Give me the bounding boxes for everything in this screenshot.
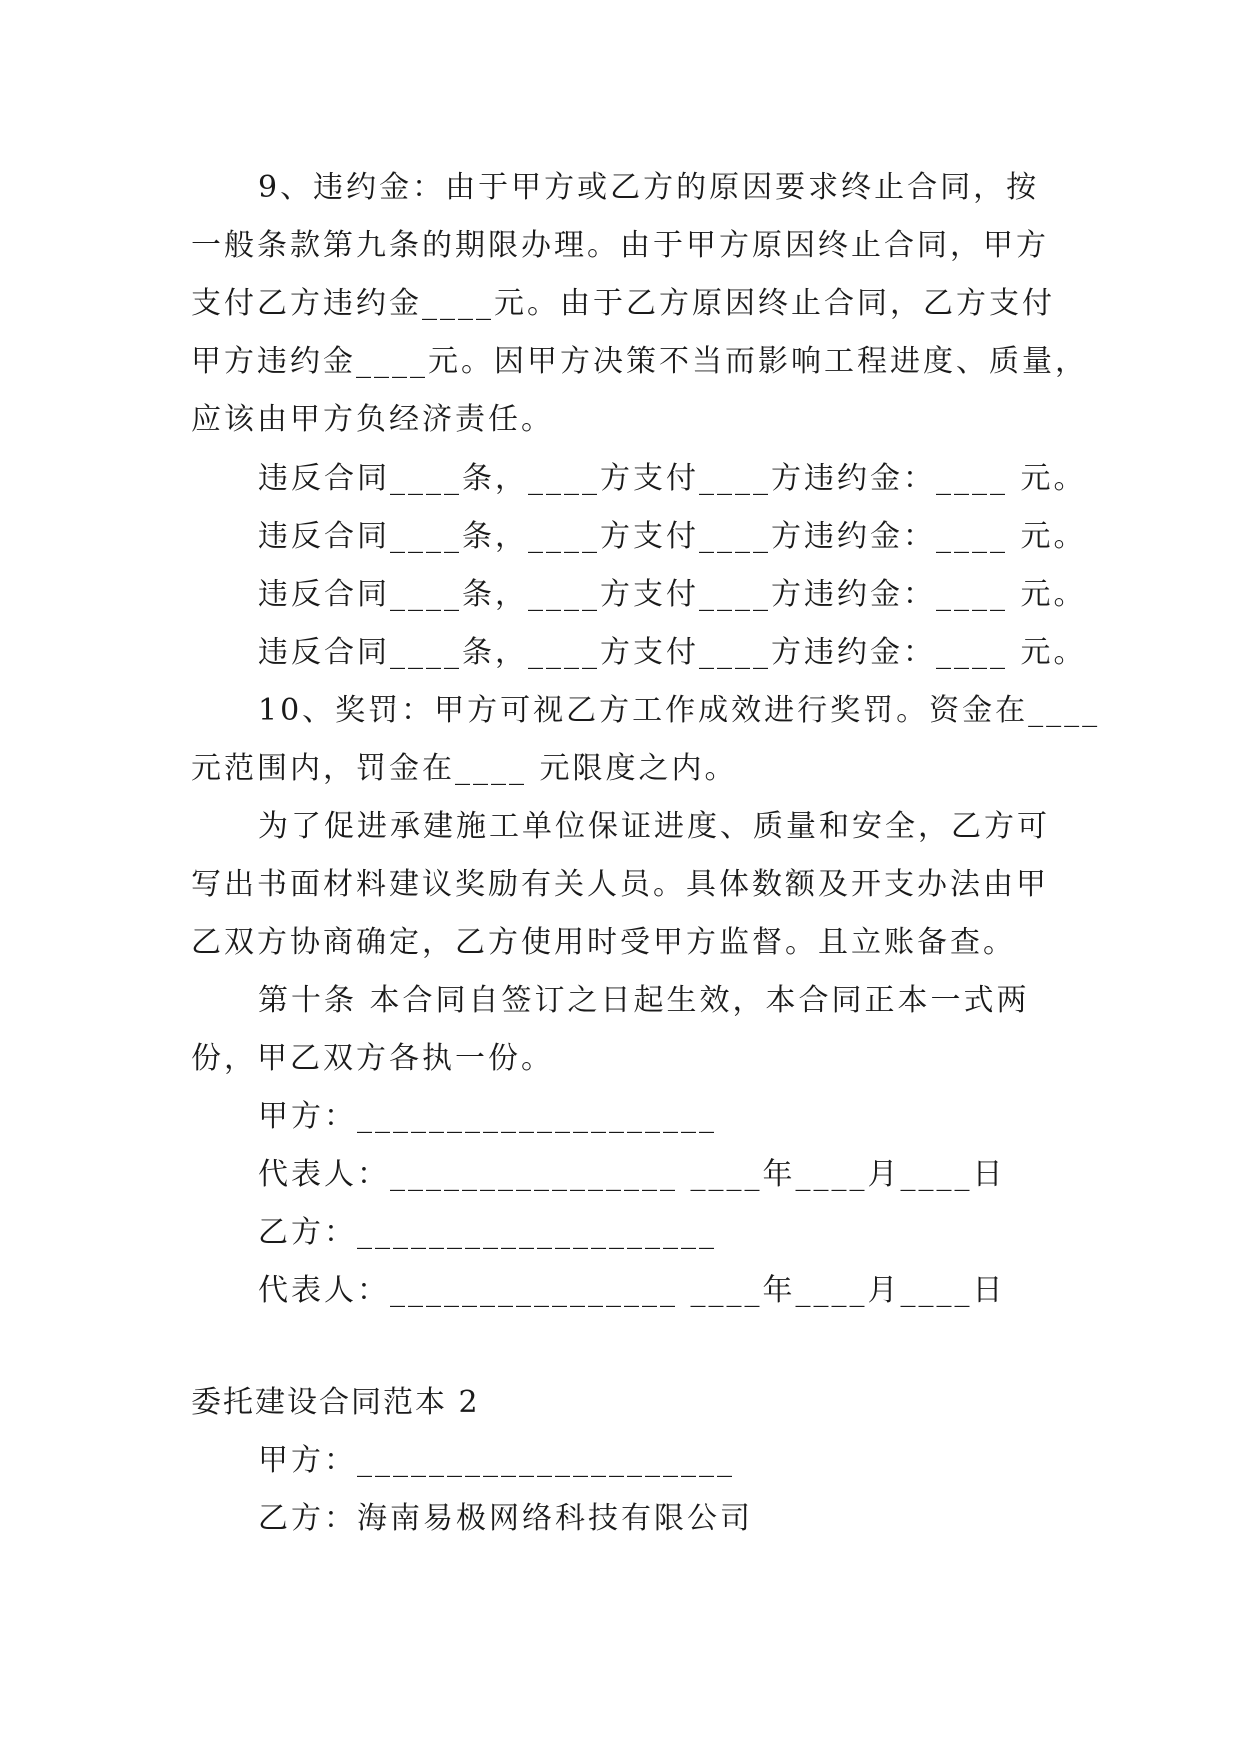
violation-line: 违反合同____条，____方支付____方违约金：____ 元。 bbox=[258, 519, 1087, 554]
clause9-line: 一般条款第九条的期限办理。由于甲方原因终止合同，甲方 bbox=[191, 228, 1049, 263]
party-a-signature: 甲方：____________________ bbox=[258, 1099, 717, 1134]
violation-line: 违反合同____条，____方支付____方违约金：____ 元。 bbox=[258, 461, 1087, 496]
article10-line: 份，甲乙双方各执一份。 bbox=[191, 1041, 554, 1076]
representative-b-signature: 代表人：________________ ____年____月____日 bbox=[258, 1273, 1006, 1308]
clause9-line: 9、违约金：由于甲方或乙方的原因要求终止合同，按 bbox=[258, 170, 1040, 205]
clause10-line: 10、奖罚：甲方可视乙方工作成效进行奖罚。资金在____ bbox=[258, 693, 1101, 728]
party-b-signature: 乙方：____________________ bbox=[258, 1215, 717, 1250]
clause9-line: 支付乙方违约金____元。由于乙方原因终止合同，乙方支付 bbox=[191, 286, 1055, 321]
incentive-line: 为了促进承建施工单位保证进度、质量和安全，乙方可 bbox=[258, 809, 1050, 844]
representative-a-signature: 代表人：________________ ____年____月____日 bbox=[258, 1157, 1006, 1192]
section2-party-b: 乙方：海南易极网络科技有限公司 bbox=[258, 1501, 753, 1536]
incentive-line: 乙双方协商确定，乙方使用时受甲方监督。且立账备查。 bbox=[191, 925, 1016, 960]
article10-line: 第十条 本合同自签订之日起生效，本合同正本一式两 bbox=[258, 983, 1030, 1018]
section2-title: 委托建设合同范本 2 bbox=[191, 1385, 480, 1420]
clause9-line: 甲方违约金____元。因甲方决策不当而影响工程进度、质量， bbox=[191, 344, 1088, 379]
incentive-line: 写出书面材料建议奖励有关人员。具体数额及开支办法由甲 bbox=[191, 867, 1049, 902]
section2-party-a: 甲方：_____________________ bbox=[258, 1443, 735, 1478]
clause9-line: 应该由甲方负经济责任。 bbox=[191, 402, 554, 437]
violation-line: 违反合同____条，____方支付____方违约金：____ 元。 bbox=[258, 577, 1087, 612]
clause10-line: 元范围内，罚金在____ 元限度之内。 bbox=[191, 751, 738, 786]
violation-line: 违反合同____条，____方支付____方违约金：____ 元。 bbox=[258, 635, 1087, 670]
